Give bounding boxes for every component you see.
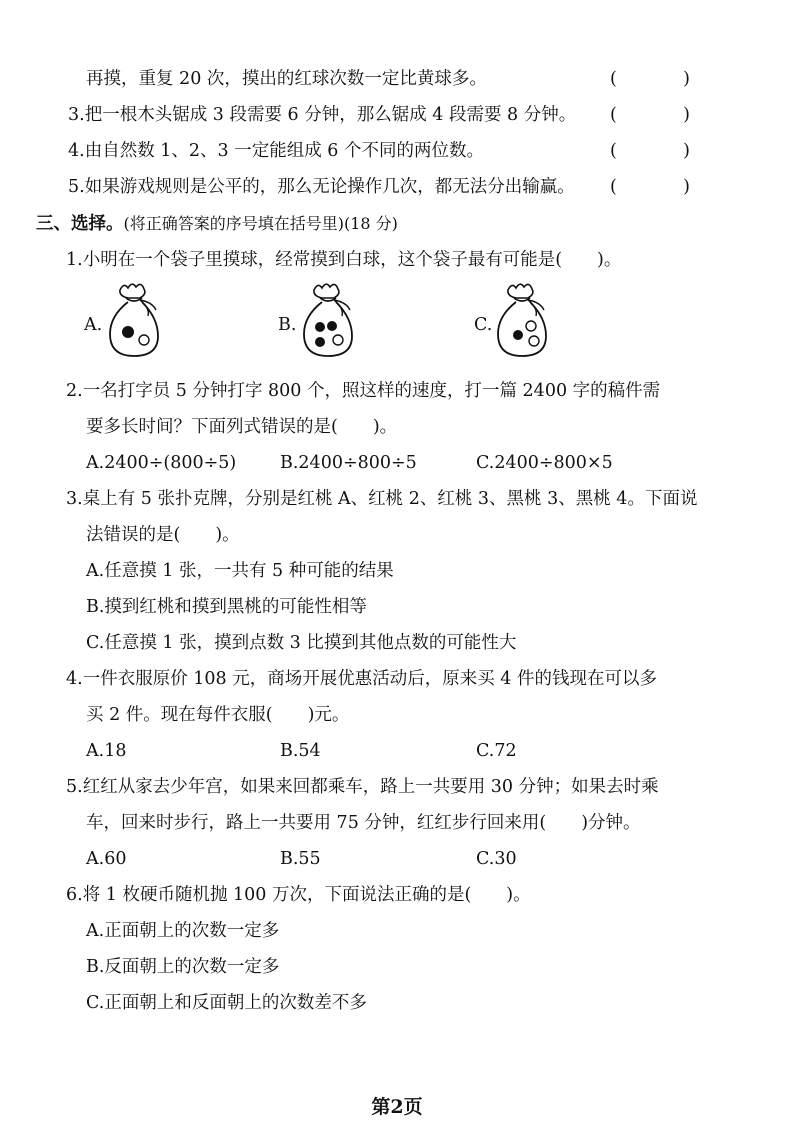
section-3-heading <box>0 207 794 241</box>
answer-paren[interactable]: ( ) <box>610 69 690 89</box>
judge-item-3-text: 3.把一根木头锯成 3 段需要 6 分钟，那么锯成 4 段需要 8 分钟。 <box>68 105 577 125</box>
q2-option-c[interactable]: C.2400÷800×5 <box>476 453 613 473</box>
money-bag-a-icon <box>104 280 166 364</box>
q4-option-b[interactable]: B.54 <box>280 741 321 761</box>
question-2-line-1 <box>0 374 794 408</box>
question-2-text-2: 要多长时间？下面列式错误的是( )。 <box>86 417 398 437</box>
judge-item-4 <box>0 134 794 168</box>
q3-option-c-text: C.任意摸 1 张，摸到点数 3 比摸到其他点数的可能性大 <box>86 633 517 653</box>
q3-option-b[interactable] <box>0 590 794 624</box>
q6-option-a[interactable] <box>0 914 794 948</box>
question-5-text-2: 车，回来时步行，路上一共要用 75 分钟，红红步行回来用( )分钟。 <box>86 813 641 833</box>
q3-option-a-text: A.任意摸 1 张，一共有 5 种可能的结果 <box>86 561 394 581</box>
question-2-line-2 <box>0 410 794 444</box>
answer-paren[interactable]: ( ) <box>610 177 690 197</box>
question-3-text-2: 法错误的是( )。 <box>86 525 240 545</box>
question-4-text-2: 买 2 件。现在每件衣服( )元。 <box>86 705 350 725</box>
question-3-line-2 <box>0 518 794 552</box>
q6-option-a-text: A.正面朝上的次数一定多 <box>86 921 280 941</box>
money-bag-c-icon <box>492 280 554 364</box>
section-3-title: 三、选择。 <box>36 214 124 234</box>
judge-item-5 <box>0 170 794 204</box>
question-5-line-2 <box>0 806 794 840</box>
q5-option-a[interactable]: A.60 <box>86 849 127 869</box>
q6-option-c[interactable] <box>0 986 794 1020</box>
q5-option-c[interactable]: C.30 <box>476 849 517 869</box>
question-3-text-1: 3.桌上有 5 张扑克牌，分别是红桃 A、红桃 2、红桃 3、黑桃 3、黑桃 4。下面说 <box>66 489 698 509</box>
judge-item-5-text: 5.如果游戏规则是公平的，那么无论操作几次，都无法分出输赢。 <box>68 177 575 197</box>
q3-option-b-text: B.摸到红桃和摸到黑桃的可能性相等 <box>86 597 367 617</box>
judge-item-4-text: 4.由自然数 1、2、3 一定能组成 6 个不同的两位数。 <box>68 141 484 161</box>
q4-option-c[interactable]: C.72 <box>476 741 517 761</box>
money-bag-b-icon <box>298 280 360 364</box>
q3-option-a[interactable] <box>0 554 794 588</box>
question-4-line-2 <box>0 698 794 732</box>
q1-option-b-label[interactable]: B. <box>278 315 297 335</box>
q2-option-a[interactable]: A.2400÷(800÷5) <box>86 453 237 473</box>
question-6-line-1 <box>0 878 794 912</box>
q6-option-b-text: B.反面朝上的次数一定多 <box>86 957 280 977</box>
question-5-text-1: 5.红红从家去少年宫，如果来回都乘车，路上一共要用 30 分钟；如果去时乘 <box>66 777 659 797</box>
page-number: 第2页 <box>371 1096 423 1118</box>
answer-paren[interactable]: ( ) <box>610 141 690 161</box>
question-2-options <box>0 446 794 480</box>
question-5-line-1 <box>0 770 794 804</box>
question-3-line-1 <box>0 482 794 516</box>
q1-option-c-label[interactable]: C. <box>474 315 493 335</box>
q6-option-b[interactable] <box>0 950 794 984</box>
q5-option-b[interactable]: B.55 <box>280 849 321 869</box>
judge-item-3 <box>0 98 794 132</box>
question-4-text-1: 4.一件衣服原价 108 元，商场开展优惠活动后，原来买 4 件的钱现在可以多 <box>66 669 657 689</box>
question-1 <box>0 243 794 277</box>
judge-item-2-continued <box>0 62 794 96</box>
section-3-note: (将正确答案的序号填在括号里)(18 分) <box>123 214 398 233</box>
q6-option-c-text: C.正面朝上和反面朝上的次数差不多 <box>86 993 367 1013</box>
question-6-text-1: 6.将 1 枚硬币随机抛 100 万次，下面说法正确的是( )。 <box>66 885 531 905</box>
q4-option-a[interactable]: A.18 <box>86 741 127 761</box>
question-1-text: 1.小明在一个袋子里摸球，经常摸到白球，这个袋子最有可能是( )。 <box>66 250 622 270</box>
question-4-line-1 <box>0 662 794 696</box>
judge-item-2-text: 再摸，重复 20 次，摸出的红球次数一定比黄球多。 <box>86 69 487 89</box>
answer-paren[interactable]: ( ) <box>610 105 690 125</box>
question-5-options <box>0 842 794 876</box>
q3-option-c[interactable] <box>0 626 794 660</box>
q1-option-a-label[interactable]: A. <box>84 315 103 335</box>
question-2-text-1: 2.一名打字员 5 分钟打字 800 个，照这样的速度，打一篇 2400 字的稿件需 <box>66 381 661 401</box>
question-4-options <box>0 734 794 768</box>
q2-option-b[interactable]: B.2400÷800÷5 <box>280 453 417 473</box>
